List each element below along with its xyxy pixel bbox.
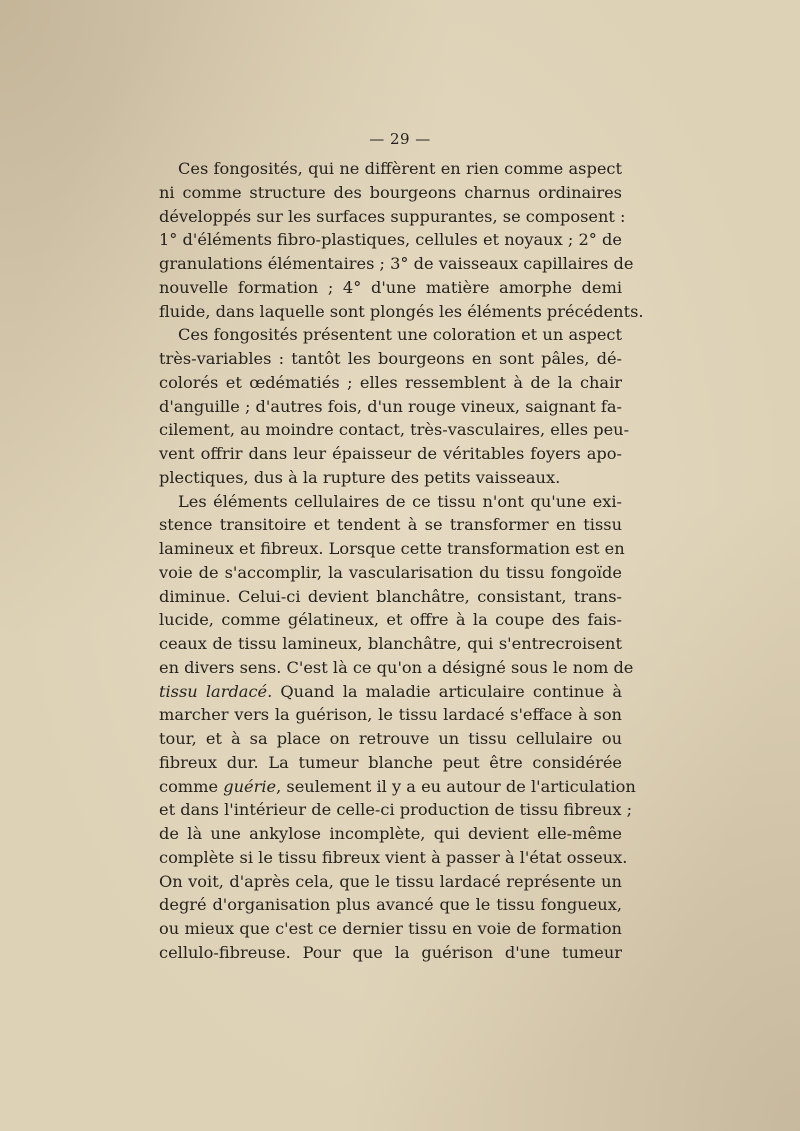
text-line: voie de s'accomplir, la vascularisation du tissu fongoïde — [159, 562, 622, 582]
text-line: stence transitoire et tendent à se transformer en tissu — [159, 515, 622, 535]
text-segment: Quand la maladie articulaire continue à — [272, 681, 622, 701]
text-line: tour, et à sa place on retrouve un tissu cellulaire ou — [159, 729, 622, 748]
text-line: développés sur les surfaces suppurantes, se composent : — [159, 206, 626, 226]
text-segment: comme — [159, 776, 224, 796]
text-line: et dans l'intérieur de celle-ci production de tissu fibreux ; — [159, 800, 633, 820]
italic-term: tissu lardacé. — [159, 681, 273, 701]
body-text — [159, 157, 644, 965]
text-line: Ces fongosités présentent une coloration et un aspect — [178, 325, 622, 345]
page-number: — 29 — — [369, 130, 431, 148]
text-line: en divers sens. C'est là ce qu'on a désigné sous le nom de — [159, 657, 634, 677]
text-line: cellulo-fibreuse. Pour que la guérison d'une tumeur — [159, 942, 622, 962]
text-line: fluide, dans laquelle sont plongés les éléments précédents. — [159, 301, 644, 321]
text-line: plectiques, dus à la rupture des petits vaisseaux. — [159, 467, 561, 487]
text-line: granulations élémentaires ; 3° de vaisseaux capillaires de — [159, 254, 634, 273]
text-line: ni comme structure des bourgeons charnus ordinaires — [159, 182, 622, 202]
text-line: très-variables : tantôt les bourgeons en sont pâles, dé- — [159, 349, 622, 368]
text-line: Les éléments cellulaires de ce tissu n'ont qu'une exi- — [178, 491, 622, 511]
text-line: cilement, au moindre contact, très-vasculaires, elles peu- — [159, 420, 630, 440]
text-line — [159, 680, 622, 704]
italic-term: guérie — [223, 776, 277, 796]
text-line: nouvelle formation ; 4° d'une matière amorphe demi — [159, 277, 622, 297]
text-line — [159, 775, 636, 799]
text-line: vent offrir dans leur épaisseur de véritables foyers apo- — [159, 444, 622, 463]
text-line: colorés et œdématiés ; elles ressemblent à de la chair — [159, 372, 622, 392]
text-line: ou mieux que c'est ce dernier tissu en voie de formation — [159, 919, 622, 938]
text-segment: , seulement il y a eu autour de l'articulation — [276, 776, 636, 796]
text-line: diminue. Celui-ci devient blanchâtre, consistant, trans- — [159, 586, 622, 606]
text-line: On voit, d'après cela, que le tissu lardacé représente un — [159, 871, 622, 891]
text-line: degré d'organisation plus avancé que le tissu fongueux, — [159, 895, 622, 915]
text-line: de là une ankylose incomplète, qui devient elle-même — [159, 824, 622, 843]
text-line: complète si le tissu fibreux vient à passer à l'état osseux. — [159, 847, 628, 867]
text-line: marcher vers la guérison, le tissu lardacé s'efface à son — [159, 705, 622, 725]
text-line: 1° d'éléments fibro-plastiques, cellules et noyaux ; 2° de — [159, 230, 622, 250]
text-line: Ces fongosités, qui ne diffèrent en rien comme aspect — [178, 159, 622, 178]
text-line: fibreux dur. La tumeur blanche peut être considérée — [159, 752, 622, 772]
text-line: lamineux et fibreux. Lorsque cette transformation est en — [159, 539, 625, 558]
text-line: lucide, comme gélatineux, et offre à la coupe des fais- — [159, 610, 622, 630]
text-line: ceaux de tissu lamineux, blanchâtre, qui s'entrecroisent — [159, 634, 622, 653]
text-line: d'anguille ; d'autres fois, d'un rouge vineux, saignant fa- — [159, 396, 622, 416]
